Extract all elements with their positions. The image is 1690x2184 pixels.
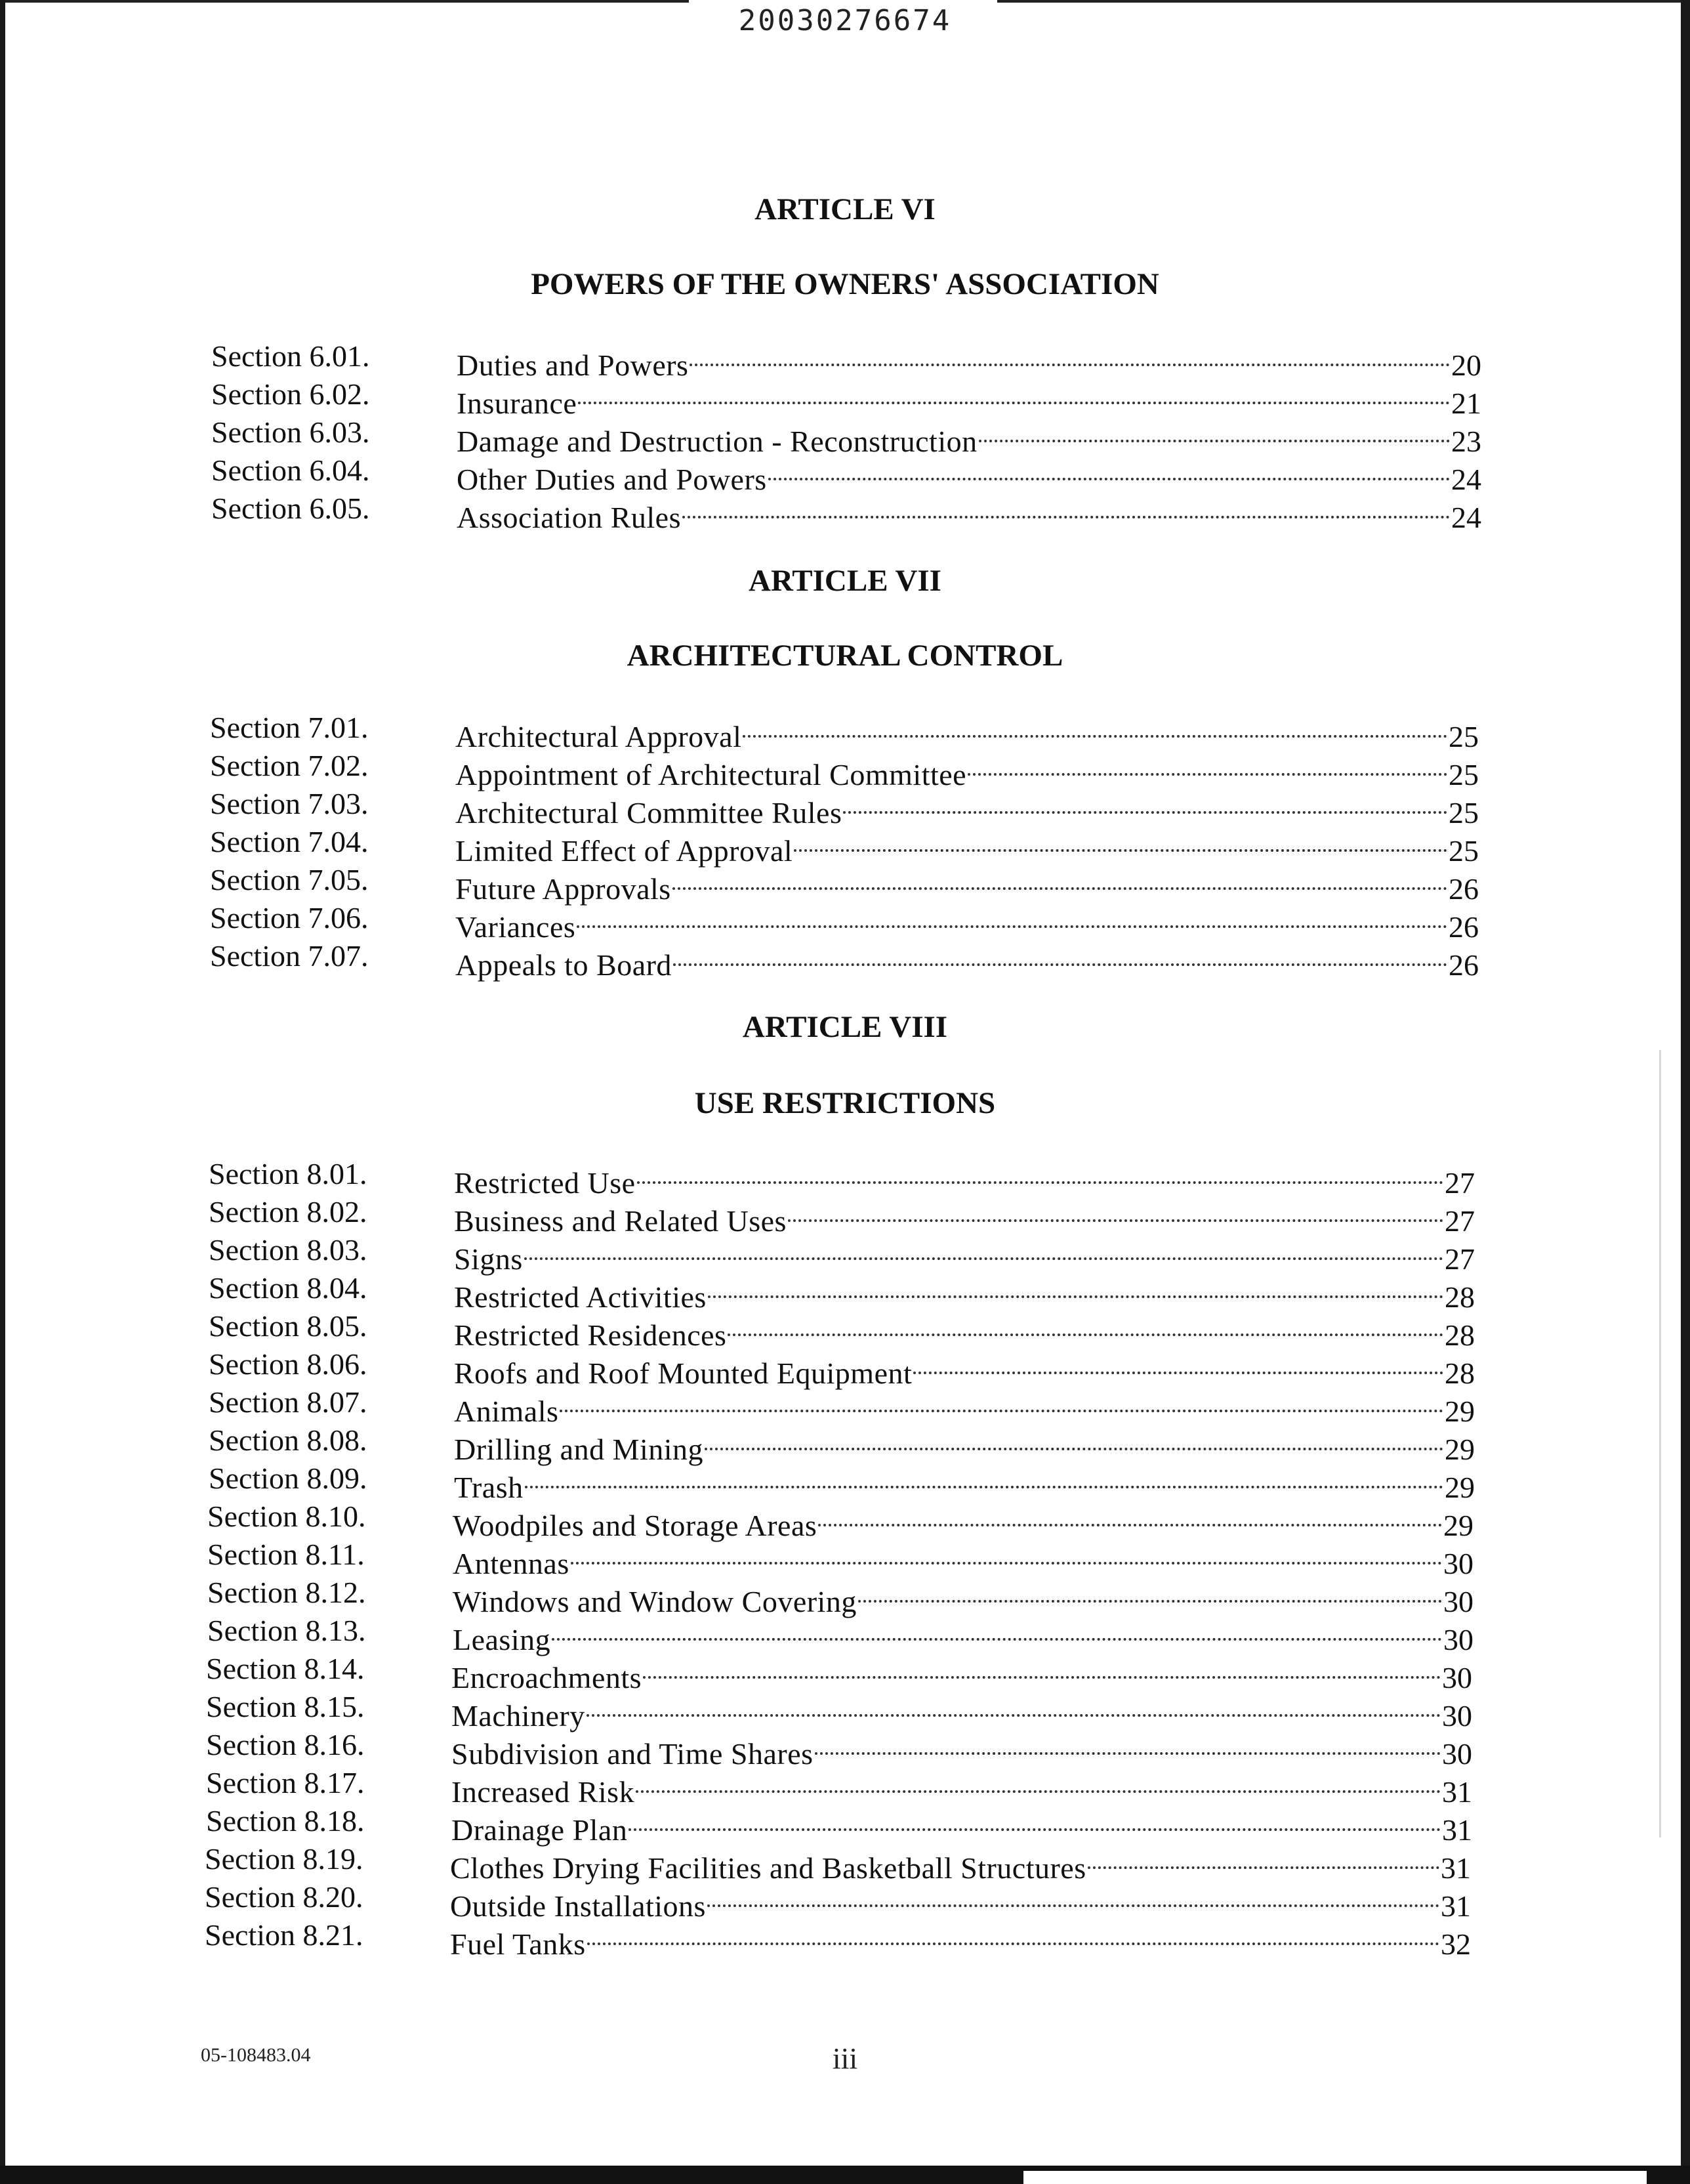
section-number: Section 8.02.	[209, 1195, 367, 1228]
section-title: Association Rules	[457, 501, 681, 534]
page-number: 25	[1449, 796, 1479, 830]
section-title: Architectural Approval	[455, 720, 742, 753]
section-number: Section 8.03.	[209, 1233, 367, 1267]
page-number: 29	[1445, 1433, 1475, 1466]
page-number: 30	[1443, 1585, 1474, 1618]
section-number: Section 6.02.	[211, 377, 370, 411]
scan-top-rule	[997, 0, 1690, 3]
section-title: Damage and Destruction - Reconstruction	[457, 425, 978, 458]
page-number: 25	[1449, 834, 1479, 868]
entry-line	[450, 1916, 1471, 1964]
page-number: 31	[1442, 1813, 1472, 1847]
section-title: Antennas	[453, 1547, 569, 1580]
page-number: 20	[1451, 348, 1481, 382]
article-heading: USE RESTRICTIONS	[694, 1086, 996, 1120]
page-number: 27	[1445, 1204, 1475, 1238]
dot-leader	[673, 937, 1447, 975]
page-number: 24	[1451, 501, 1481, 534]
page-number: 24	[1451, 463, 1481, 496]
page-number: 29	[1445, 1395, 1475, 1428]
scan-top-rule	[0, 0, 689, 3]
page-number: 26	[1449, 872, 1479, 906]
document-number: 20030276674	[738, 4, 952, 37]
dot-leader	[587, 1688, 1441, 1726]
section-number: Section 8.08.	[209, 1423, 367, 1457]
dot-leader	[525, 1460, 1443, 1498]
section-title: Architectural Committee Rules	[455, 796, 842, 830]
page-number: 25	[1449, 758, 1479, 791]
section-number: Section 8.12.	[207, 1576, 366, 1609]
page-number: 28	[1445, 1280, 1475, 1314]
section-title: Restricted Residences	[454, 1318, 727, 1352]
article-title: ARTICLE VI	[754, 192, 936, 226]
page-number: 30	[1443, 1623, 1474, 1656]
page-number: 28	[1445, 1356, 1475, 1390]
page-number: 30	[1443, 1547, 1474, 1580]
section-number: Section 8.01.	[209, 1157, 367, 1190]
dot-leader	[552, 1612, 1442, 1650]
section-number: Section 7.02.	[210, 749, 369, 782]
page-number: 31	[1441, 1851, 1471, 1885]
dot-leader	[818, 1498, 1442, 1536]
section-number: Section 8.14.	[206, 1652, 365, 1685]
section-title: Duties and Powers	[457, 348, 689, 382]
section-number: Section 8.13.	[207, 1614, 366, 1647]
section-title: Leasing	[453, 1623, 551, 1656]
dot-leader	[858, 1574, 1442, 1612]
section-title: Future Approvals	[455, 872, 671, 906]
section-number: Section 8.05.	[209, 1309, 367, 1343]
footer-doc-code: 05-108483.04	[201, 2044, 311, 2066]
section-title: Animals	[454, 1395, 559, 1428]
dot-leader	[788, 1193, 1443, 1231]
section-number: Section 8.10.	[207, 1500, 366, 1533]
section-number: Section 8.04.	[209, 1271, 367, 1305]
section-title: Windows and Window Covering	[453, 1585, 857, 1618]
section-number: Section 6.01.	[211, 339, 370, 373]
section-title: Insurance	[457, 387, 577, 420]
section-title: Signs	[454, 1242, 523, 1276]
dot-leader	[743, 709, 1447, 747]
page-number: 27	[1445, 1166, 1475, 1200]
dot-leader	[682, 490, 1450, 528]
scan-bottom-gap	[1023, 2171, 1647, 2184]
page-number: 30	[1442, 1737, 1472, 1771]
section-title: Variances	[455, 910, 576, 944]
section-number: Section 8.16.	[206, 1728, 365, 1761]
section-title: Machinery	[451, 1699, 585, 1732]
section-number: Section 6.05.	[211, 492, 370, 525]
page-number: 26	[1449, 910, 1479, 944]
section-title: Drainage Plan	[451, 1813, 628, 1847]
section-title: Appeals to Board	[455, 948, 672, 982]
section-number: Section 7.06.	[210, 901, 369, 934]
dot-leader	[794, 823, 1447, 861]
section-number: Section 7.05.	[210, 863, 369, 896]
section-title: Encroachments	[451, 1661, 642, 1694]
footer-page-number: iii	[832, 2042, 858, 2075]
section-number: Section 8.09.	[209, 1461, 367, 1495]
section-number: Section 7.04.	[210, 825, 369, 858]
dot-leader	[643, 1650, 1441, 1688]
section-title: Woodpiles and Storage Areas	[453, 1509, 817, 1542]
page-number: 26	[1449, 948, 1479, 982]
dot-leader	[968, 747, 1447, 785]
entry-line	[455, 937, 1479, 984]
article-heading: ARCHITECTURAL CONTROL	[627, 639, 1063, 673]
page-number: 25	[1449, 720, 1479, 753]
section-title: Fuel Tanks	[450, 1927, 586, 1961]
dot-leader	[672, 861, 1447, 899]
entry-line	[457, 490, 1481, 537]
section-number: Section 8.07.	[209, 1385, 367, 1419]
article-title: ARTICLE VIII	[742, 1010, 948, 1044]
page-number: 29	[1443, 1509, 1474, 1542]
page-number: 21	[1451, 387, 1481, 420]
section-title: Appointment of Architectural Committee	[455, 758, 967, 791]
section-number: Section 7.01.	[210, 711, 369, 744]
dot-leader	[707, 1878, 1439, 1916]
section-number: Section 8.21.	[205, 1918, 363, 1952]
dot-leader	[979, 413, 1450, 452]
dot-leader	[578, 375, 1450, 413]
page-number: 28	[1445, 1318, 1475, 1352]
dot-leader	[843, 785, 1447, 823]
page-number: 27	[1445, 1242, 1475, 1276]
dot-leader	[1088, 1840, 1439, 1878]
dot-leader	[571, 1536, 1442, 1574]
section-number: Section 8.18.	[206, 1804, 365, 1838]
section-title: Restricted Use	[454, 1166, 636, 1200]
dot-leader	[815, 1726, 1441, 1764]
section-number: Section 7.07.	[210, 939, 369, 973]
dot-leader	[768, 452, 1450, 490]
page-number: 31	[1442, 1775, 1472, 1809]
section-number: Section 8.19.	[205, 1842, 363, 1876]
page-number: 32	[1441, 1927, 1471, 1961]
dot-leader	[913, 1345, 1443, 1383]
section-title: Increased Risk	[451, 1775, 635, 1809]
dot-leader	[708, 1269, 1443, 1307]
scan-faint-line	[1659, 1050, 1661, 1838]
page-number: 31	[1441, 1889, 1471, 1923]
page-number: 23	[1451, 425, 1481, 458]
section-number: Section 8.06.	[209, 1347, 367, 1381]
section-title: Trash	[454, 1471, 524, 1504]
dot-leader	[637, 1155, 1443, 1193]
dot-leader	[629, 1802, 1441, 1840]
section-number: Section 8.11.	[207, 1538, 365, 1571]
dot-leader	[636, 1764, 1441, 1802]
page-number: 29	[1445, 1471, 1475, 1504]
page-number: 30	[1442, 1699, 1472, 1732]
section-number: Section 6.03.	[211, 415, 370, 449]
section-number: Section 8.17.	[206, 1766, 365, 1799]
dot-leader	[560, 1383, 1443, 1421]
section-number: Section 8.20.	[205, 1880, 363, 1914]
page-number: 30	[1442, 1661, 1472, 1694]
dot-leader	[690, 337, 1450, 375]
dot-leader	[728, 1307, 1443, 1345]
section-number: Section 7.03.	[210, 787, 369, 820]
section-title: Business and Related Uses	[454, 1204, 787, 1238]
section-title: Other Duties and Powers	[457, 463, 767, 496]
dot-leader	[524, 1231, 1443, 1269]
article-heading: POWERS OF THE OWNERS' ASSOCIATION	[531, 267, 1159, 301]
section-title: Subdivision and Time Shares	[451, 1737, 814, 1771]
dot-leader	[587, 1916, 1439, 1954]
section-title: Limited Effect of Approval	[455, 834, 793, 868]
dot-leader	[705, 1421, 1443, 1460]
dot-leader	[577, 899, 1447, 937]
section-number: Section 8.15.	[206, 1690, 365, 1723]
section-number: Section 6.04.	[211, 453, 370, 487]
section-title: Outside Installations	[450, 1889, 706, 1923]
section-title: Drilling and Mining	[454, 1433, 704, 1466]
section-title: Clothes Drying Facilities and Basketball Structures	[450, 1851, 1086, 1885]
section-title: Roofs and Roof Mounted Equipment	[454, 1356, 913, 1390]
section-title: Restricted Activities	[454, 1280, 707, 1314]
article-title: ARTICLE VII	[749, 564, 941, 598]
